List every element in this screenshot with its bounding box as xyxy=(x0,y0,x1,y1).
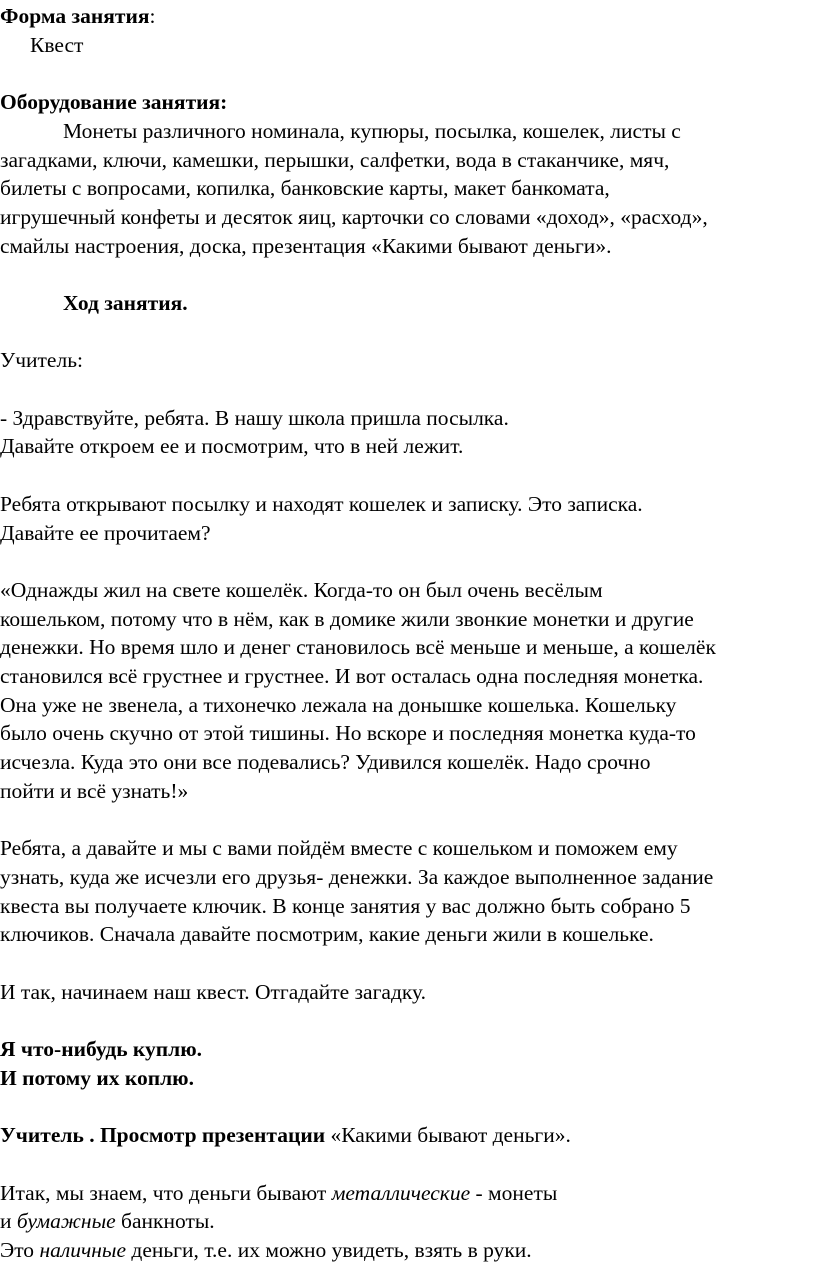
equipment-line: билеты с вопросами, копилка, банковские карты, макет банкомата, xyxy=(0,176,610,201)
summary-text: банкноты. xyxy=(115,1209,215,1234)
quest-line: Ребята, а давайте и мы с вами пойдём вместе с кошельком и поможем ему xyxy=(0,836,678,861)
document-page xyxy=(0,2,816,1265)
presentation-line xyxy=(0,1121,816,1150)
form-label: Форма занятия xyxy=(0,4,150,28)
summary-emphasis: металлические xyxy=(331,1180,471,1205)
summary-text: Итак, мы знаем, что деньги бывают xyxy=(0,1180,332,1205)
summary-text: деньги, т.е. их можно увидеть, взять в руки. xyxy=(126,1238,532,1263)
equipment-heading: Оборудование занятия: xyxy=(0,90,228,115)
story-line: становился всё грустнее и грустнее. И вот осталась одна последняя монетка. xyxy=(0,664,704,689)
quest-line: квеста вы получаете ключик. В конце занятия у вас должно быть собрано 5 xyxy=(0,893,691,918)
summary-line xyxy=(0,1236,816,1265)
greeting-line: - Здравствуйте, ребята. В нашу школа пришла посылка. xyxy=(0,405,509,430)
summary-text: и xyxy=(0,1209,17,1234)
quest-line: ключиков. Сначала давайте посмотрим, какие деньги жили в кошельке. xyxy=(0,922,654,947)
presentation-title: «Какими бывают деньги». xyxy=(330,1123,571,1148)
teacher-label: Учитель: xyxy=(0,348,83,373)
story-line: кошельком, потому что в нём, как в домике жили звонкие монетки и другие xyxy=(0,606,694,631)
story-line: пойти и всё узнать!» xyxy=(0,778,189,803)
equipment-line: Монеты различного номинала, купюры, посылка, кошелек, листы с xyxy=(63,118,681,143)
summary-emphasis: наличные xyxy=(39,1238,127,1263)
story-line: денежки. Но время шло и денег становилось всё меньше и меньше, а кошелёк xyxy=(0,635,716,660)
summary-emphasis: бумажные xyxy=(16,1209,116,1234)
note-line: Ребята открывают посылку и находят кошелек и записку. Это записка. xyxy=(0,491,643,516)
story-line: исчезла. Куда это они все подевались? Удивился кошелёк. Надо срочно xyxy=(0,750,651,775)
greeting-line: Давайте откроем ее и посмотрим, что в ней лежит. xyxy=(0,434,464,459)
riddle-line: Я что-нибудь куплю. xyxy=(0,1037,203,1062)
quest-line: узнать, куда же исчезли его друзья- денежки. За каждое выполненное задание xyxy=(0,864,714,889)
form-colon: : xyxy=(149,4,156,28)
start-line: И так, начинаем наш квест. Отгадайте загадку. xyxy=(0,979,427,1004)
story-line: было очень скучно от этой тишины. Но вскоре и последняя монетка куда-то xyxy=(0,721,696,746)
story-line: «Однажды жил на свете кошелёк. Когда-то он был очень весёлым xyxy=(0,577,603,602)
lesson-heading: Ход занятия. xyxy=(63,291,188,315)
equipment-line: игрушечный конфеты и десяток яиц, карточки со словами «доход», «расход», xyxy=(0,204,708,229)
form-value: Квест xyxy=(30,32,84,57)
story-line: Она уже не звенела, а тихонечко лежала на донышке кошелька. Кошельку xyxy=(0,692,677,717)
summary-line xyxy=(0,1179,816,1208)
summary-line xyxy=(0,1207,816,1236)
form-line xyxy=(0,2,816,31)
note-line: Давайте ее прочитаем? xyxy=(0,520,211,545)
equipment-line: смайлы настроения, доска, презентация «Какими бывают деньги». xyxy=(0,233,612,258)
equipment-line: загадками, ключи, камешки, перышки, салфетки, вода в стаканчике, мяч, xyxy=(0,147,670,172)
summary-text: Это xyxy=(0,1238,40,1263)
riddle-line: И потому их коплю. xyxy=(0,1065,194,1090)
summary-text: - монеты xyxy=(470,1180,558,1205)
presentation-bold: Учитель . Просмотр презентации xyxy=(0,1123,331,1148)
